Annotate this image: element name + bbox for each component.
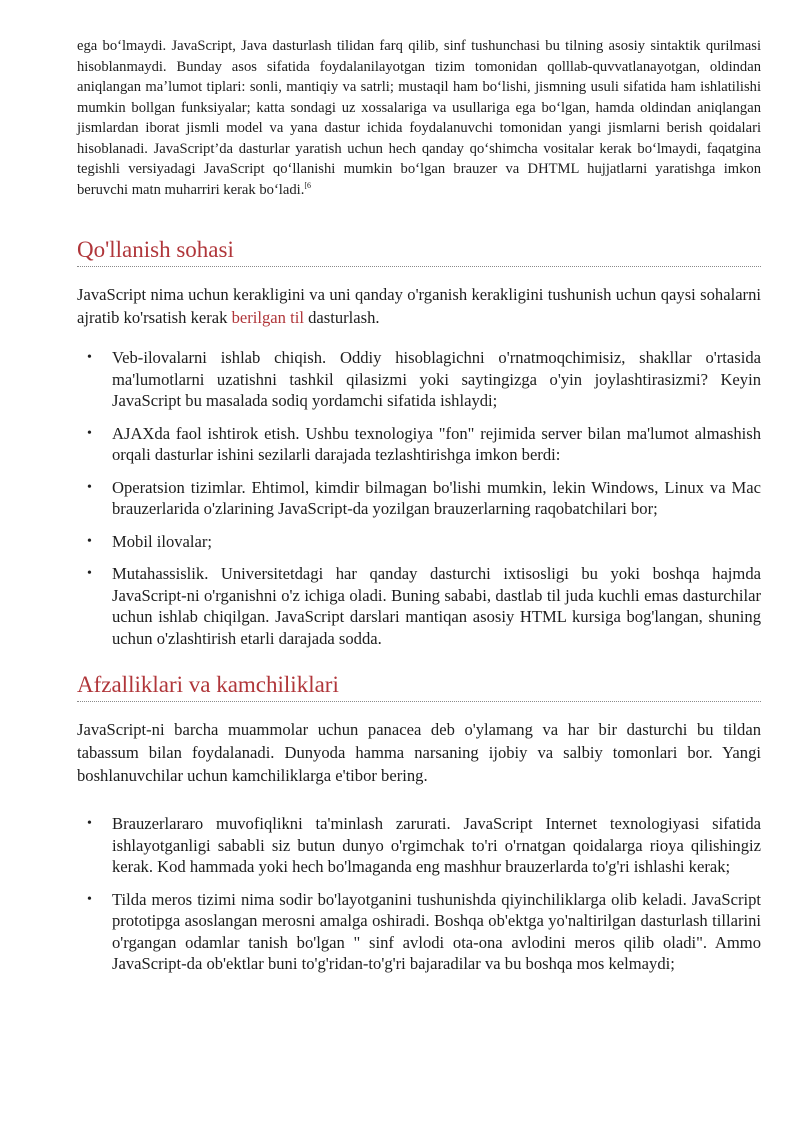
section-heading-pros-cons: Afzalliklari va kamchiliklari [77, 671, 761, 702]
bullet-icon: • [87, 816, 92, 831]
list-item [77, 423, 761, 466]
footnote-ref[interactable]: [6 [304, 180, 312, 190]
list-item-text: AJAXda faol ishtirok etish. Ushbu texnologiya "fon" rejimida server bilan ma'lumot almashish orqali dasturlar ishini sezilarli darajada tezlashtirishga imkon berdi: [112, 423, 761, 464]
usage-text-start: JavaScript nima uchun kerakligini va uni qanday o'rganish kerakligini tushunish uchun qaysi sohalarni ajratib ko'rsatish kerak [77, 285, 761, 327]
section-heading-usage: Qo'llanish sohasi [77, 236, 761, 267]
usage-paragraph [77, 283, 761, 329]
document-page [77, 36, 761, 986]
usage-bullet-list [77, 347, 761, 649]
list-item-text: Mobil ilovalar; [112, 531, 213, 551]
list-item [77, 347, 761, 412]
list-item [77, 531, 761, 553]
bullet-icon: • [87, 891, 92, 907]
pros-cons-paragraph: JavaScript-ni barcha muammolar uchun panacea deb o'ylamang va har bir dasturchi bu tildan tabassum bilan foydalanadi. Dunyoda hamma narsaning ijobiy va salbiy tomonlari bor. Yangi boshlanuvchilar uchun kamchiliklarga e'tibor bering. [77, 720, 761, 785]
list-item [77, 477, 761, 520]
list-item-text: Brauzerlararo muvofiqlikni ta'minlash zarurati. JavaScript Internet texnologiyasi sifatida ishlayotganligi sababli siz butun dunyo o'rgimchak to'ri o'rnatgan qoidalarga rioya qilishingiz kerak. Kod hammada yoki hech bo'lmaganda eng mashhur brauzerlarda to'g'ri ishlashi kerak; [112, 814, 761, 876]
list-item [77, 889, 761, 975]
list-item [77, 563, 761, 649]
bullet-icon: • [87, 350, 92, 365]
list-item-text: Tilda meros tizimi nima sodir bo'layotganini tushunishda qiyinchiliklarga olib keladi. JavaScript prototipga asoslangan merosni amalga oshiradi. Boshqa ob'ektga yo'naltirilgan dasturlash tillarini o'rgangan odamlar tanish bo'lgan " sinf avlodi ota-ona avlodini meros qilib oladi". Ammo JavaScript-da ob'ektlar buni to'g'ridan-to'g'ri bajaradilar va bu boshqa mos kelmaydi; [112, 889, 761, 973]
inline-link[interactable]: berilgan til [231, 308, 304, 327]
bullet-icon: • [87, 533, 92, 549]
bullet-icon: • [87, 566, 92, 581]
bullet-icon: • [87, 425, 92, 441]
usage-text-end: dasturlash. [303, 308, 380, 327]
list-item-text: Veb-ilovalarni ishlab chiqish. Oddiy hisoblagichni o'rnatmoqchimisiz, shakllar o'rtasida ma'lumotlarni uzatishni tashkil qilasizmi yoki saytingizga o'yin joylashtirasizmi? Keyin JavaScript bu masalada sodiq yordamchi sifatida ishlaydi; [112, 348, 761, 410]
list-item [77, 813, 761, 878]
intro-paragraph [77, 36, 761, 200]
pros-cons-bullet-list [77, 813, 761, 975]
intro-text: ega boʻlmaydi. JavaScript, Java dasturlash tilidan farq qilib, sinf tushunchasi bu tilning asosiy sintaktik qurilmasi hisoblanmaydi. Bunday asos sifatida foydalanilayotgan tizim tomonidan qolllab-quvvatlanayotgan, oldindan aniqlangan maʼlumot tiplari: sonli, mantiqiy va satrli; mustaqil ham boʻlishi, jismning usuli sifatida ham ishlatilishi mumkin bollgan funksiyalar; katta sondagi uz xossalariga va usullariga ega boʻlgan, hamda oldindan aniqlangan jismlardan iborat jismli model va yana dastur ichida foydalanuvchi tomonidan yangi jismlarni berish qoidalari hisoblanadi. JavaScript’da dasturlar yaratish uchun hech qanday qoʻshimcha vositalar kerak boʻlmaydi, faqatgina tegishli versiyadagi JavaScript qoʻllanishi mumkin boʻlgan brauzer va DHTML hujjatlarni yaratishga imkon beruvchi matn muharriri kerak boʻladi. [77, 38, 761, 198]
bullet-icon: • [87, 479, 92, 495]
list-item-text: Operatsion tizimlar. Ehtimol, kimdir bilmagan bo'lishi mumkin, lekin Windows, Linux va Mac brauzerlarida o'zlarining JavaScript-da yozilgan brauzerlarning raqobatchilari bor; [112, 477, 761, 518]
list-item-text: Mutahassislik. Universitetdagi har qanday dasturchi ixtisosligi bu yoki boshqa hajmda JavaScript-ni o'rganishni o'z ichiga oladi. Buning sababi, dastlab til juda kuchli emas dasturchilar uchun ishlab chiqilgan. JavaScript darslari mantiqan asosiy HTML kursiga bog'langan, shuning uchun o'zlashtirish etarli darajada sodda. [112, 564, 761, 648]
